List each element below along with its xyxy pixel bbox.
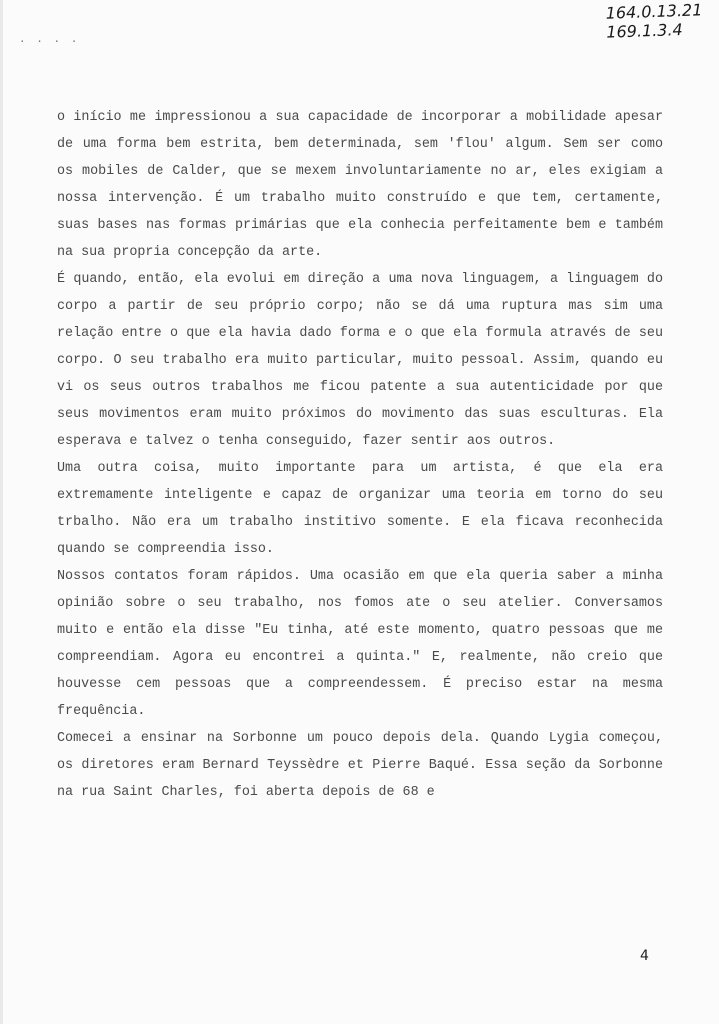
- archive-code-line-2: 169.1.3.4: [606, 20, 684, 42]
- paragraph-3: Uma outra coisa, muito importante para um artista, é que ela era extremamente inteligente e capaz de organizar uma teoria em torno do seu trbalho. Não era um trabalho institivo somente. E ela ficava reconhecida quando se compreendia isso.: [57, 461, 663, 557]
- archive-code-line-1: 164.0.13.21: [605, 0, 703, 23]
- corner-mark: . . . .: [19, 32, 80, 45]
- paragraph-2: É quando, então, ela evolui em direção a uma nova linguagem, a linguagem do corpo a partir de seu próprio corpo; não se dá uma ruptura mas sim uma relação entre o que ela havia dado forma e o que ela formula através de seu corpo. O seu trabalho era muito particular, muito pessoal. Assim, quando eu vi os seus outros trabalhos me ficou patente a sua autenticidade por que seus movimentos eram muito próximos do movimento das suas esculturas. Ela esperava e talvez o tenha conseguido, fazer sentir aos outros.: [57, 272, 663, 449]
- paragraph-4: Nossos contatos foram rápidos. Uma ocasião em que ela queria saber a minha opinião sobre o seu trabalho, nos fomos ate o seu atelier. Conversamos muito e então ela disse "Eu tinha, até este momento, quatro pessoas que me compreendiam. Agora eu encontrei a quinta." E, realmente, não creio que houvesse cem pessoas que a compreendessem. É preciso estar na mesma frequência.: [57, 569, 663, 719]
- paragraph-1: o início me impressionou a sua capacidade de incorporar a mobilidade apesar de uma forma bem estrita, bem determinada, sem 'flou' algum. Sem ser como os mobiles de Calder, que se mexem involuntariamente no ar, eles exigiam a nossa intervenção. É um trabalho muito construído e que tem, certamente, suas bases nas formas primárias que ela conhecia perfeitamente bem e também na sua propria concepção da arte.: [57, 110, 663, 260]
- archive-code-annotation: [606, 0, 704, 41]
- paragraph-5: Comecei a ensinar na Sorbonne um pouco depois dela. Quando Lygia começou, os diretores eram Bernard Teyssèdre et Pierre Baqué. Essa seção da Sorbonne na rua Saint Charles, foi aberta depois de 68 e: [57, 731, 663, 800]
- page-number: 4: [640, 948, 649, 964]
- typewritten-body: [57, 104, 663, 806]
